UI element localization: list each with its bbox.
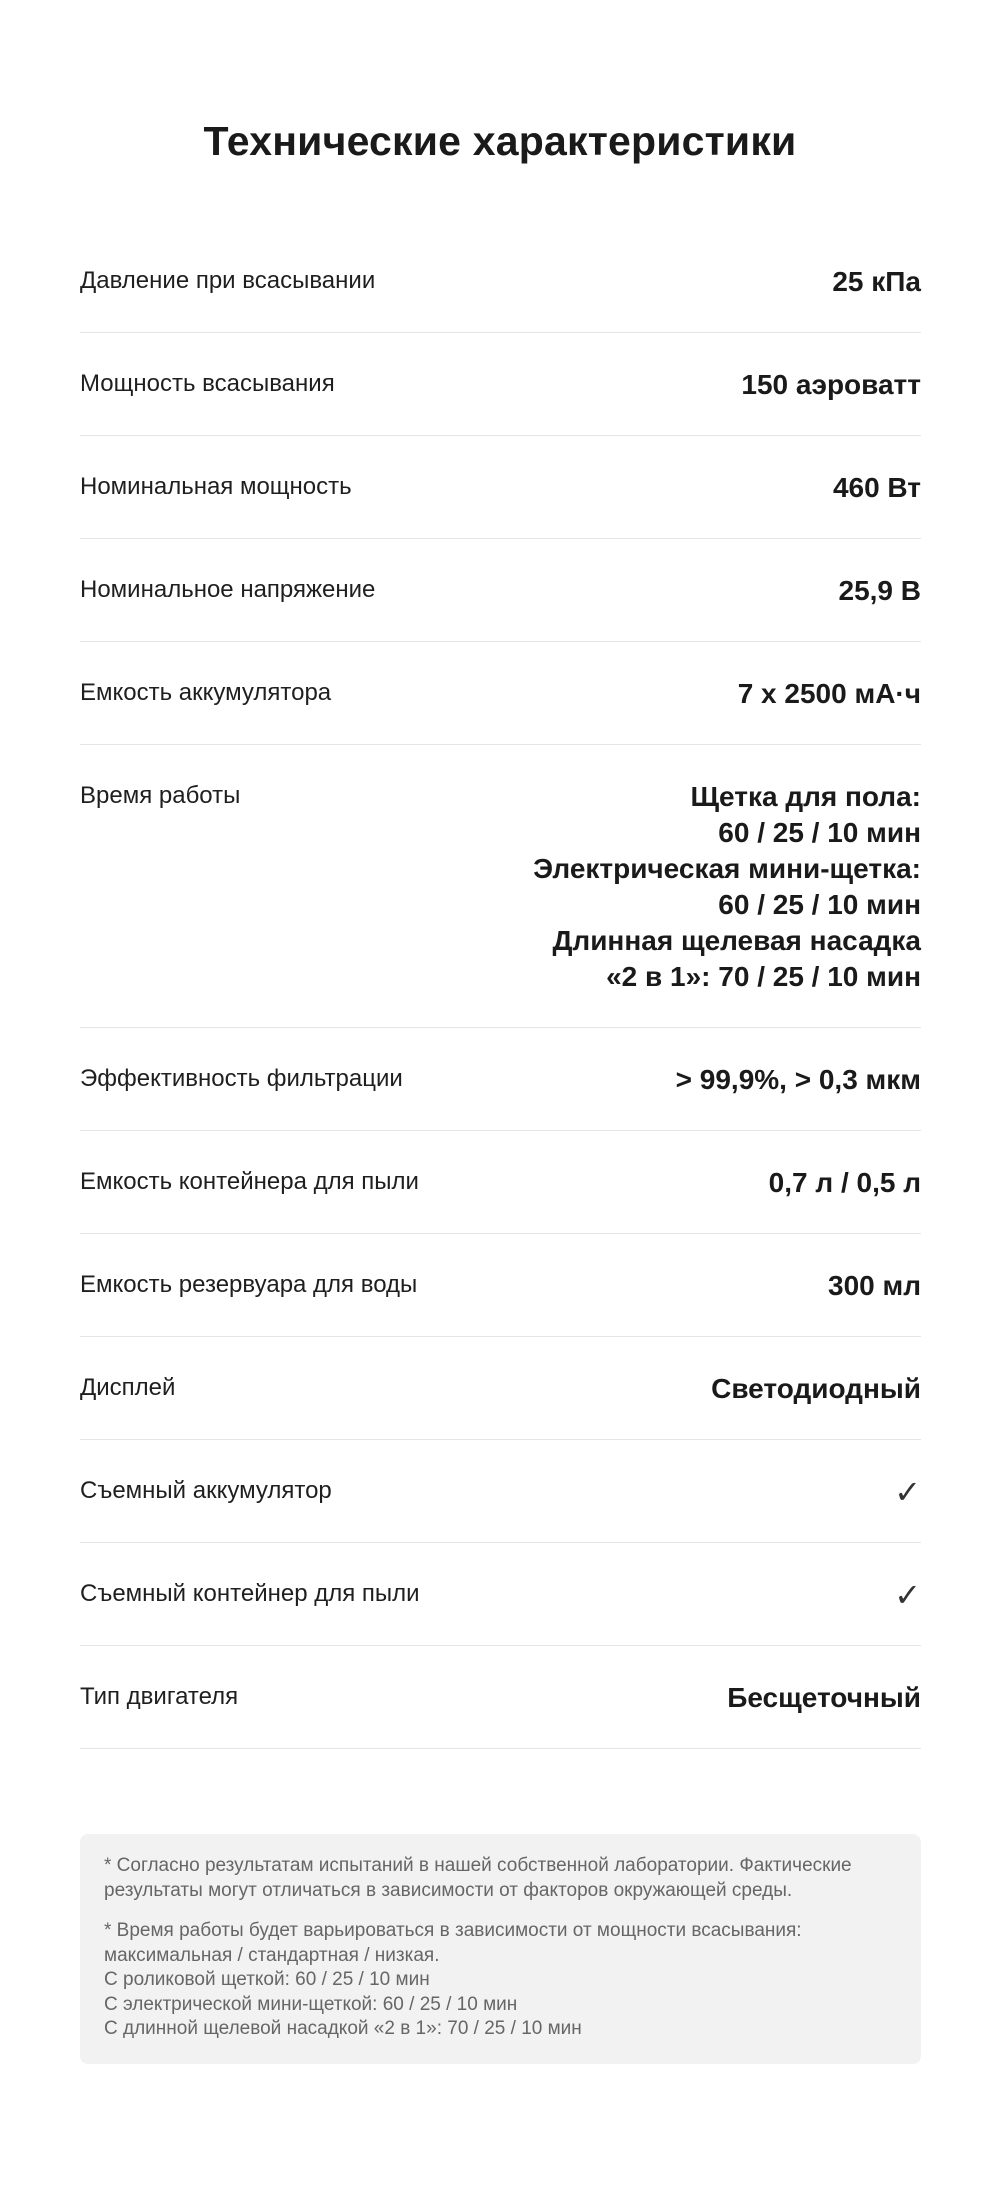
spec-row-rated-voltage [80,539,921,642]
footnotes-box [80,1834,921,2064]
spec-label: Мощность всасывания [80,370,335,397]
spec-value: > 99,9%, > 0,3 мкм [675,1064,921,1095]
spec-label: Емкость резервуара для воды [80,1271,418,1298]
spec-value: 150 аэроватт [741,369,921,400]
spec-row-run-time [80,745,921,1028]
spec-label: Номинальная мощность [80,473,352,500]
spec-row-dust-container [80,1131,921,1234]
spec-value: 7 x 2500 мА·ч [737,678,921,709]
footnote-run-time: * Время работы будет варьироваться в зависимости от мощности всасывания: максимальная / стандартная / низкая. С роликовой щеткой: 60 / 25 / 10 мин С электрической мини-щеткой: 60 / 25 / 10 мин С длинной щелевой насадкой «2 в 1»: 70 / 25 / 10 мин [104,1920,802,2039]
spec-row-filtration [80,1028,921,1131]
spec-label: Тип двигателя [80,1683,239,1710]
spec-row-suction-pressure [80,230,921,333]
spec-row-battery-capacity [80,642,921,745]
spec-value: 0,7 л / 0,5 л [768,1167,921,1198]
spec-label: Съемный контейнер для пыли [80,1580,420,1607]
spec-row-removable-dust-container [80,1543,921,1646]
spec-row-rated-power [80,436,921,539]
specs-table [80,230,921,1749]
spec-value: Светодиодный [711,1373,921,1404]
spec-value: Щетка для пола: 60 / 25 / 10 мин Электрическая мини-щетка: 60 / 25 / 10 мин Длинная щелевая насадка «2 в 1»: 70 / 25 / 10 мин [533,781,921,992]
spec-value: 25 кПа [832,266,921,297]
spec-label: Съемный аккумулятор [80,1477,332,1504]
spec-label: Эффективность фильтрации [80,1065,403,1092]
spec-label: Время работы [80,782,241,809]
page-title: Технические характеристики [203,118,797,164]
spec-value: 300 мл [828,1270,921,1301]
spec-label: Номинальное напряжение [80,576,376,603]
spec-row-suction-power [80,333,921,436]
spec-value: 460 Вт [832,472,921,503]
spec-row-motor-type [80,1646,921,1749]
spec-row-display [80,1337,921,1440]
spec-label: Давление при всасывании [80,267,376,294]
spec-label: Емкость контейнера для пыли [80,1168,419,1195]
checkmark-icon: ✓ [894,1577,921,1613]
spec-row-water-tank [80,1234,921,1337]
spec-row-removable-battery [80,1440,921,1543]
spec-label: Дисплей [80,1374,176,1401]
footnote-lab-results: * Согласно результатам испытаний в нашей собственной лаборатории. Фактические результаты могут отличаться в зависимости от факторов окружающей среды. [104,1855,852,1901]
spec-value: Бесщеточный [727,1682,921,1713]
spec-value: 25,9 В [838,575,921,606]
spec-label: Емкость аккумулятора [80,679,332,706]
checkmark-icon: ✓ [894,1474,921,1510]
